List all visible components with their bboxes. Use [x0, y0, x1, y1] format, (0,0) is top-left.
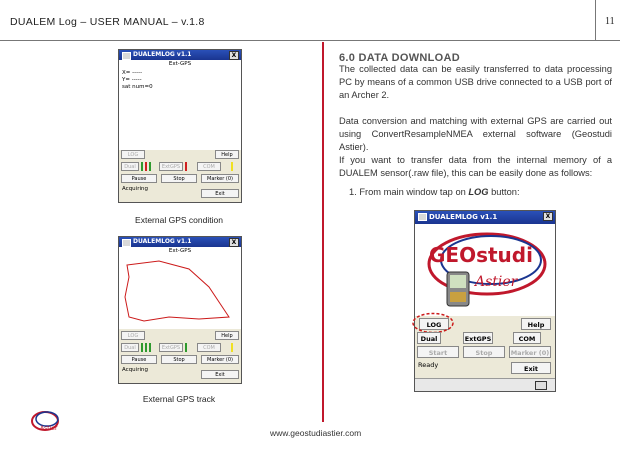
paragraph: The collected data can be easily transferred to data processing PC by means of a common USB drive connected to a USB port of an Archer 2. — [339, 64, 612, 101]
sat-readout: sat num=0 — [122, 84, 153, 90]
dual-button[interactable]: Dual — [417, 332, 441, 344]
mode-label: Ext-GPS — [168, 248, 192, 254]
marker-button[interactable]: Marker (0) — [201, 355, 239, 364]
window-icon — [122, 239, 131, 247]
stop-button[interactable]: Stop — [463, 346, 505, 358]
window-title: DUALEMLOG v1.1 — [133, 51, 192, 58]
pda-window-gps-track — [118, 236, 242, 384]
extgps-button[interactable]: ExtGPS — [463, 332, 493, 344]
geostudi-logo — [30, 408, 64, 437]
section-title: 6.0 DATA DOWNLOAD — [339, 52, 461, 64]
window-title: DUALEMLOG v1.1 — [133, 238, 192, 245]
splash-logo-title: GEOstudi — [429, 243, 533, 267]
status-text: Ready — [418, 361, 439, 369]
log-button[interactable]: LOG — [121, 150, 145, 159]
mode-label: Ext-GPS — [168, 61, 192, 67]
close-button[interactable]: X — [543, 212, 553, 221]
log-button[interactable]: LOG — [121, 331, 145, 340]
status-lamp — [231, 162, 233, 171]
status-lamp — [149, 162, 151, 171]
column-divider — [322, 42, 324, 422]
close-button[interactable]: X — [229, 238, 239, 247]
page-number: 11 — [605, 16, 615, 27]
window-screen — [119, 60, 241, 150]
coordinate-readout — [122, 70, 153, 91]
extgps-button[interactable]: ExtGPS — [159, 162, 183, 171]
start-button[interactable]: Start — [417, 346, 459, 358]
dual-button[interactable]: Dual — [121, 162, 139, 171]
help-button[interactable]: Help — [215, 331, 239, 340]
window-titlebar — [119, 50, 241, 60]
button-row-2 — [121, 343, 239, 352]
taskbar — [415, 378, 555, 391]
button-row-3 — [121, 174, 239, 183]
header-divider — [595, 0, 596, 40]
keyboard-icon[interactable] — [535, 381, 547, 390]
button-row-3 — [121, 355, 239, 364]
status-text: Acquiring — [122, 186, 148, 192]
log-button[interactable]: LOG — [419, 318, 449, 330]
status-lamp — [145, 343, 147, 352]
button-row-4 — [417, 362, 553, 371]
x-readout: X= ----- — [122, 70, 143, 76]
marker-button[interactable]: Marker (0) — [201, 174, 239, 183]
help-button[interactable]: Help — [521, 318, 551, 330]
pda-window-main — [414, 210, 556, 392]
window-icon — [418, 213, 427, 221]
splash-image — [415, 224, 555, 316]
exit-button[interactable]: Exit — [511, 362, 551, 374]
status-lamp — [141, 343, 143, 352]
window-titlebar — [415, 211, 555, 224]
status-lamp — [185, 343, 187, 352]
status-lamp — [145, 162, 147, 171]
step-1-prefix: 1. From main window tap on — [349, 187, 469, 197]
com-button[interactable]: COM — [197, 162, 221, 171]
status-lamp — [185, 162, 187, 171]
button-row-1 — [121, 331, 239, 340]
pda-device-illustration — [447, 272, 469, 306]
window-titlebar — [119, 237, 241, 247]
log-button-highlight-circle — [411, 312, 455, 334]
page-header — [0, 0, 620, 41]
stop-button[interactable]: Stop — [161, 174, 197, 183]
window-title: DUALEMLOG v1.1 — [429, 213, 498, 221]
splash-logo-subtitle: Astier — [475, 274, 518, 290]
marker-button[interactable]: Marker (0) — [509, 346, 551, 358]
button-row-4 — [121, 189, 239, 198]
button-row-1 — [121, 150, 239, 159]
paragraph: If you want to transfer data from the internal memory of a DUALEM sensor(.raw file), this can be easily done as follows: — [339, 155, 612, 179]
logo-text: Astier — [40, 425, 58, 432]
figure-caption-gps-condition: External GPS condition — [135, 215, 223, 225]
help-button[interactable]: Help — [215, 150, 239, 159]
extgps-button[interactable]: ExtGPS — [159, 343, 183, 352]
stop-button[interactable]: Stop — [161, 355, 197, 364]
window-icon — [122, 52, 131, 60]
button-row-2 — [417, 332, 553, 341]
pda-window-gps-condition — [118, 49, 242, 203]
window-screen — [119, 247, 241, 329]
geostudi-logo-graphic — [30, 408, 64, 432]
header-title: DUALEM Log – USER MANUAL – v.1.8 — [10, 16, 205, 28]
status-lamp — [149, 343, 151, 352]
button-row-2 — [121, 162, 239, 171]
button-row-3 — [417, 346, 553, 355]
exit-button[interactable]: Exit — [201, 189, 239, 198]
com-button[interactable]: COM — [197, 343, 221, 352]
status-text: Acquiring — [122, 367, 148, 373]
window-screen — [415, 224, 555, 316]
y-readout: Y= ----- — [122, 77, 142, 83]
exit-button[interactable]: Exit — [201, 370, 239, 379]
button-row-4 — [121, 370, 239, 379]
gps-track-line — [125, 261, 229, 321]
step-1 — [349, 187, 520, 197]
paragraph: Data conversion and matching with external GPS are carried out using ConvertResampleNMEA external software (Geostudi Astier). — [339, 116, 612, 153]
figure-caption-gps-track: External GPS track — [142, 394, 216, 404]
pause-button[interactable]: Pause — [121, 355, 157, 364]
dual-button[interactable]: Dual — [121, 343, 139, 352]
status-lamp — [231, 343, 233, 352]
com-button[interactable]: COM — [513, 332, 541, 344]
gps-track-plot — [119, 247, 241, 329]
footer-url[interactable]: www.geostudiastier.com — [270, 428, 362, 438]
step-1-log-keyword: LOG — [468, 187, 489, 197]
pause-button[interactable]: Pause — [121, 174, 157, 183]
status-lamp — [141, 162, 143, 171]
step-1-suffix: button: — [488, 187, 520, 197]
close-button[interactable]: X — [229, 51, 239, 60]
